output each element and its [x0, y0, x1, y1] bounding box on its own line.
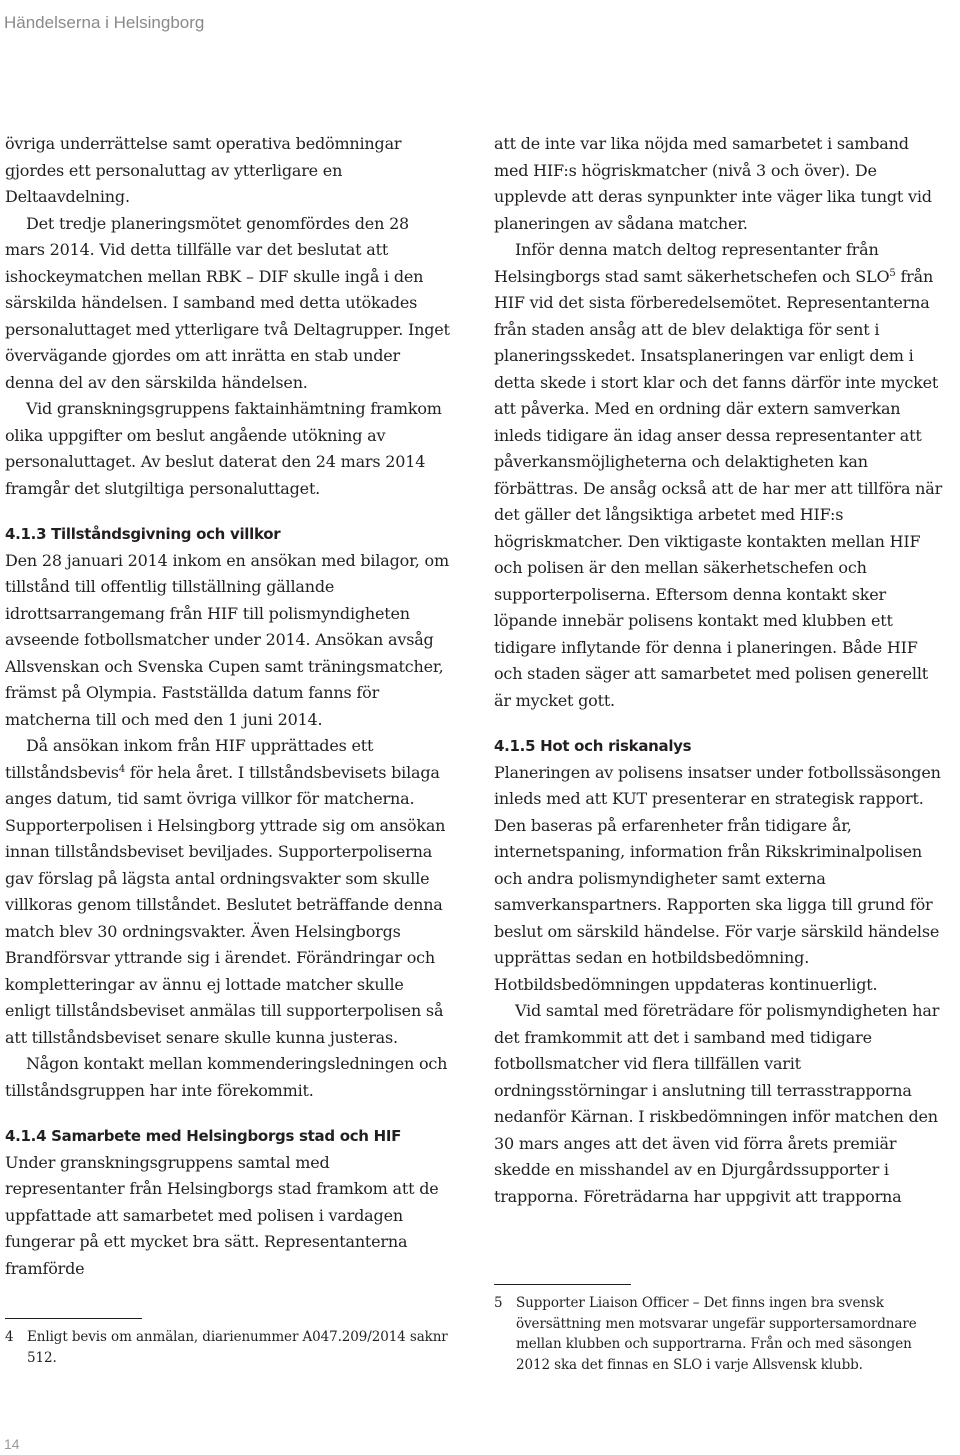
footnote-number: 5: [494, 1295, 503, 1311]
right-column: [494, 131, 946, 1210]
paragraph: övriga underrättelse samt operativa bedömningar gjordes ett personaluttag av ytterligare en Deltaavdelning.: [5, 134, 402, 206]
running-head: Händelserna i Helsingborg: [4, 13, 205, 32]
paragraph: Vid samtal med företrädare för polismyndigheten har det framkommit att det i samband med tidigare fotbollsmatcher vid flera tillfällen varit ordningsstörningar i anslutning till terrasstrapporna nedanför Kärnan. I riskbedömningen inför matchen den 30 mars anges att det även vid förra årets premiär skedde en misshandel av en Djurgårdssupporter i trapporna. Företrädarna har uppgivit att trapporna: [494, 1001, 940, 1206]
paragraph-text: för hela året. I tillståndsbevisets bilaga anges datum, tid samt övriga villkor för matcherna. Supporterpolisen i Helsingborg yttrade sig om ansökan innan tillståndsbeviset beviljades. Supporterpoliserna gav förslag på lägsta antal ordningsvakter som skulle villkoras genom tillståndet. Beslutet beträffande denna match blev 30 ordningsvakter. Även Helsingborgs Brandförsvar yttrande sig i ärendet. Förändringar och kompletteringar av ännu ej lottade matcher skulle enligt tillståndsbeviset anmälas till supporterpolisen så att tillståndsbeviset senare skulle kunna justeras.: [5, 762, 446, 1047]
section-heading-4-1-4: 4.1.4 Samarbete med Helsingborgs stad och HIF: [5, 1127, 402, 1145]
paragraph: [5, 733, 453, 1051]
page-number: 14: [4, 1436, 20, 1452]
paragraph-text: Inför denna match deltog representanter från Helsingborgs stad samt säkerhetschefen och SLO: [494, 240, 890, 286]
paragraph-text: från HIF vid det sista förberedelsemötet. Representanterna från staden ansåg att de blev delaktiga för sent i planeringsskedet. Insatsplaneringen var enligt dem i detta skede i stort klar och det fanns därför inte mycket att påverka. Med en ordning där extern samverkan inleds tidigare än idag anser dessa representanter att påverkansmöjligheterna och delaktigheten kan förbättras. De ansåg också att de har mer att tillföra när det gäller det långsiktiga arbetet med HIF:s högriskmatcher. Den viktigaste kontakten mellan HIF och polisen är den mellan säkerhetschefen och supporterpoliserna. Eftersom denna kontakt sker löpande innebär polisens kontakt med klubben ett tidigare inflytande för denna i planeringen. Både HIF och staden säger att samarbetet med polisen generellt är mycket gott.: [494, 266, 943, 710]
paragraph: Under granskningsgruppens samtal med representanter från Helsingborgs stad framkom att de uppfattade att samarbetet med polisen i vardagen fungerar på ett mycket bra sätt. Representanterna framförde: [5, 1152, 439, 1278]
section-heading-4-1-5: 4.1.5 Hot och riskanalys: [494, 737, 692, 755]
footnote-ref-5: 5: [889, 267, 896, 279]
section-heading-4-1-3: 4.1.3 Tillståndsgivning och villkor: [5, 525, 281, 543]
paragraph: att de inte var lika nöjda med samarbetet i samband med HIF:s högriskmatcher (nivå 3 och över). De upplevde att deras synpunkter inte väger lika tungt vid planeringen av sådana matcher.: [494, 134, 932, 233]
footnote-4: [5, 1318, 455, 1368]
paragraph: Den 28 januari 2014 inkom en ansökan med bilagor, om tillstånd till offentlig tillställning gällande idrottsarrangemang från HIF till polismyndigheten avseende fotbollsmatcher under 2014. Ansökan avsåg Allsvenskan och Svenska Cupen samt träningsmatcher, främst på Olympia. Fastställda datum fanns för matcherna till och med den 1 juni 2014.: [5, 550, 449, 729]
left-column: [5, 131, 453, 1282]
footnote-text: Supporter Liaison Officer – Det finns ingen bra svensk översättning men motsvarar ungefär supportersamordnare mellan klubben och supportrarna. Från och med säsongen 2012 ska det finnas en SLO i varje Allsvensk klubb.: [516, 1295, 917, 1373]
footnote-5: [494, 1284, 949, 1375]
paragraph-text: Då ansökan inkom från HIF upprättades ett tillståndsbevis: [5, 736, 374, 782]
footnote-rule: [494, 1284, 631, 1285]
footnote-number: 4: [5, 1329, 14, 1345]
paragraph: Någon kontakt mellan kommenderingsledningen och tillståndsgruppen har inte förekommit.: [5, 1054, 448, 1100]
paragraph: Vid granskningsgruppens faktainhämtning framkom olika uppgifter om beslut angående utökning av personaluttaget. Av beslut daterat den 24 mars 2014 framgår det slutgiltiga personaluttaget.: [5, 399, 442, 498]
paragraph: Det tredje planeringsmötet genomfördes den 28 mars 2014. Vid detta tillfälle var det beslutat att ishockeymatchen mellan RBK – DIF skulle ingå i den särskilda händelsen. I samband med detta utökades personaluttaget med ytterligare två Deltagrupper. Inget övervägande gjordes om att inrätta en stab under denna del av den särskilda händelsen.: [5, 213, 450, 392]
paragraph: Planeringen av polisens insatser under fotbollssäsongen inleds med att KUT presenterar en strategisk rapport. Den baseras på erfarenheter från tidigare år, internetspaning, information från Rikskriminalpolisen och andra polismyndigheter samt externa samverkanspartners. Rapporten ska ligga till grund för beslut om särskild händelse. För varje särskild händelse upprättas sedan en hotbildsbedömning. Hotbildsbedömningen uppdateras kontinuerligt.: [494, 762, 941, 994]
footnote-ref-4: 4: [118, 763, 125, 775]
paragraph: [494, 237, 946, 714]
footnote-text: Enligt bevis om anmälan, diarienummer A047.209/2014 saknr 512.: [27, 1329, 448, 1366]
footnote-rule: [5, 1318, 142, 1319]
